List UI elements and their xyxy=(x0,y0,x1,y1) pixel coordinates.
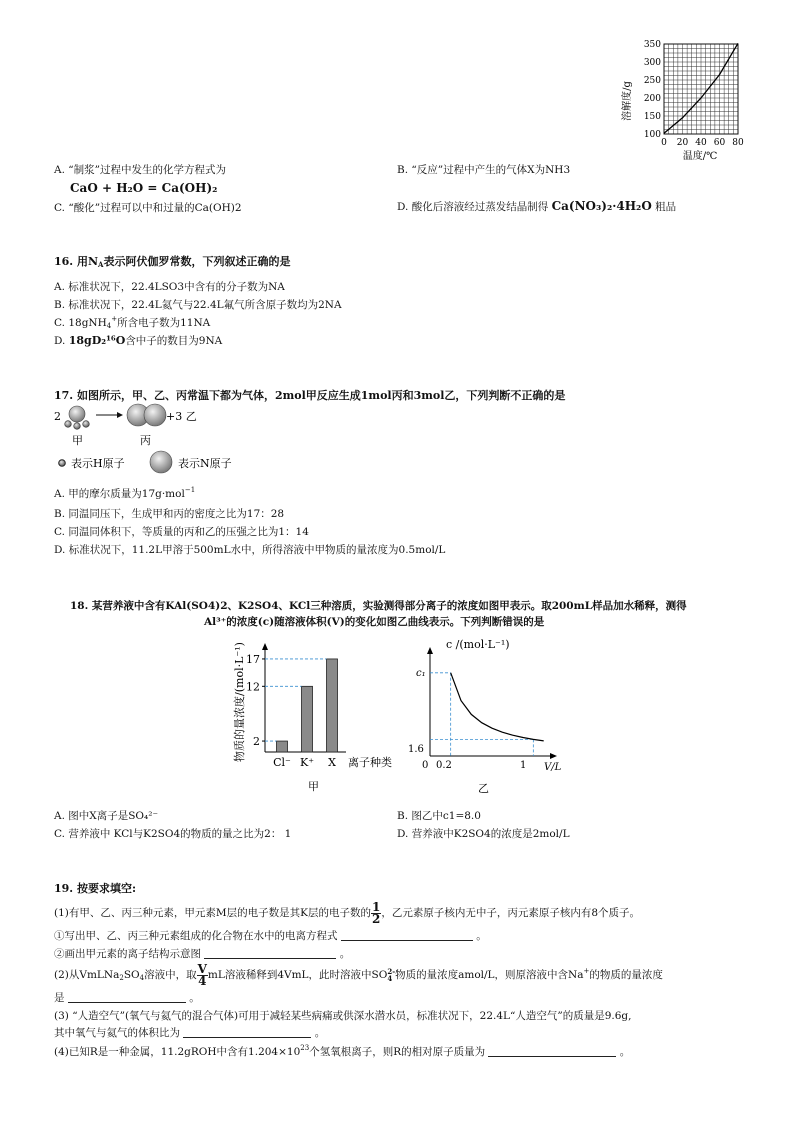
end-mark: 。 xyxy=(314,1027,326,1039)
sub: 2 xyxy=(119,974,124,982)
answer-blank[interactable] xyxy=(341,930,473,941)
fraction-v-over-4 xyxy=(197,964,208,987)
q15-option-a-text: A. “制浆”过程中发生的化学方程式为 xyxy=(54,164,226,176)
q16-d-label: D. xyxy=(54,335,66,347)
q18-option-a: A. 图中X离子是SO₄²⁻ xyxy=(54,810,158,822)
y-tick-label: 100 xyxy=(643,130,661,140)
q19-part1-ii xyxy=(54,946,350,961)
q19-p1-text: (1)有甲、乙、丙三种元素，甲元素M层的电子数是其K层的电子数的 xyxy=(54,907,371,919)
category-label: Cl⁻ xyxy=(273,756,291,769)
chart-yi-origin: 0 xyxy=(422,760,429,771)
q17-molecule-diagram xyxy=(54,402,314,478)
q17-coef-2: 2 xyxy=(54,410,61,423)
chart-yi-x-tick-02: 0.2 xyxy=(436,760,452,771)
end-mark: 。 xyxy=(619,1046,631,1058)
sub: 4 xyxy=(139,974,145,982)
q16-c-sub: 4 xyxy=(106,322,112,330)
solubility-xlabel: 温度/℃ xyxy=(682,151,718,162)
q19-part1 xyxy=(54,902,640,925)
chart-jia-plot xyxy=(246,643,346,769)
q19-p1-text2: ，乙元素原子核内无中子，丙元素原子核内有8个质子。 xyxy=(381,907,641,919)
category-label: K⁺ xyxy=(299,756,315,769)
y-tick-label: 17 xyxy=(246,652,260,666)
q19-p2-text: mL溶液稀释到4VmL，此时溶液中SO xyxy=(207,969,388,981)
q19-p4-text: (4)已知R是一种金属，11.2gROH中含有1.204×10 xyxy=(54,1046,301,1058)
end-mark: 。 xyxy=(339,948,351,960)
q19-p2-text: SO xyxy=(123,969,140,981)
q19-p2-text: 是 xyxy=(54,992,65,1004)
fraction-half xyxy=(371,902,381,925)
y-tick-label: 12 xyxy=(246,680,260,694)
q19-p4-text: 个氢氧根离子，则R的相对原子质量为 xyxy=(309,1046,486,1058)
sup: 23 xyxy=(300,1044,310,1052)
y-axis-arrow-icon xyxy=(262,643,268,650)
end-mark: 。 xyxy=(476,930,487,942)
q15-option-b: B. “反应”过程中产生的气体X为NH3 xyxy=(397,164,571,176)
q19-p2-text: (2)从VmLNa xyxy=(54,969,120,981)
q19-part1-i xyxy=(54,928,487,943)
frac-den: 4 xyxy=(198,974,207,988)
x-tick-label: 40 xyxy=(695,138,707,148)
chart-jia-xlabel: 离子种类 xyxy=(348,756,392,769)
q15-option-d-tail: 粗品 xyxy=(655,201,677,213)
solubility-grid xyxy=(644,40,744,148)
concentration-curve xyxy=(451,673,544,741)
q18-option-d: D. 营养液中K2SO4的浓度是2mol/L xyxy=(397,828,570,840)
q17-product: +3 乙 xyxy=(166,410,197,423)
answer-blank[interactable] xyxy=(204,948,336,959)
q15-option-a-equation: CaO + H₂O = Ca(OH)₂ xyxy=(70,181,218,195)
q17-option-b: B. 同温同压下，生成甲和丙的密度之比为17：28 xyxy=(54,508,285,520)
q17-option-d: D. 标准状况下，11.2L甲溶于500mL水中，所得溶液中甲物质的量浓度为0.5mol/L xyxy=(54,544,446,556)
chart-jia-caption: 甲 xyxy=(308,780,319,793)
chart-yi-c1-label: c₁ xyxy=(416,668,426,679)
y-tick-label: 150 xyxy=(643,112,661,122)
q19-p1-ii-text: ②画出甲元素的离子结构示意图 xyxy=(54,948,201,960)
chart-yi-caption: 乙 xyxy=(478,782,489,795)
q16-d-part2: 含中子的数目为9NA xyxy=(125,335,223,347)
legend-n-atom-icon xyxy=(150,451,172,473)
legend-n: 表示N原子 xyxy=(178,457,232,470)
q19-p2-text: 物质的量浓度amol/L，则原溶液中含Na xyxy=(395,969,584,981)
answer-blank[interactable] xyxy=(68,992,186,1003)
end-mark: 。 xyxy=(189,992,200,1004)
solubility-chart xyxy=(612,36,752,164)
q15-option-d-formula: Ca(NO₃)₂·4H₂O xyxy=(551,199,652,213)
q16-c-sup: + xyxy=(111,315,118,323)
chart-yi-xlabel: V/L xyxy=(544,762,562,773)
q18-stem-line2: Al³⁺的浓度(c)随溶液体积(V)的变化如图乙曲线表示。下列判断错误的是 xyxy=(204,616,545,628)
q17-a-sup: −1 xyxy=(184,486,196,494)
q17-option-c: C. 同温同体积下，等质量的丙和乙的压强之比为1：14 xyxy=(54,526,309,538)
q16-option-b: B. 标准状况下，22.4L氦气与22.4L氟气所含原子数均为2NA xyxy=(54,299,342,311)
q19-stem: 19. 按要求填空: xyxy=(54,882,137,895)
q17-stem: 17. 如图所示，甲、乙、丙常温下都为气体，2mol甲反应生成1mol丙和3mol乙，下列判断不正确的是 xyxy=(54,389,566,402)
x-axis-arrow-icon xyxy=(550,753,557,759)
q15-option-d-text: D. 酸化后溶液经过蒸发结晶制得 xyxy=(397,201,549,213)
molecule-jia xyxy=(65,406,90,429)
x-tick-label: 0 xyxy=(661,138,667,148)
q19-part3: (3) “人造空气”(氧气与氦气的混合气体)可用于减轻某些病痛或供深水潜水员，标准状况下，22.4L“人造空气”的质量是9.6g, xyxy=(54,1010,632,1022)
q16-option-d xyxy=(54,333,222,348)
answer-blank[interactable] xyxy=(488,1046,616,1057)
q15-option-d xyxy=(397,199,676,214)
arrow-icon xyxy=(96,412,123,418)
legend-h-atom-icon xyxy=(59,460,66,467)
q19-part3-line2 xyxy=(54,1025,325,1040)
y-tick-label: 350 xyxy=(643,40,661,50)
q16-c-part2: 所含电子数为11NA xyxy=(117,317,211,329)
frac-num: V xyxy=(197,962,207,976)
q16-stem-part: 16. 用N xyxy=(54,255,99,268)
legend-h: 表示H原子 xyxy=(71,457,125,470)
bar-Cl⁻ xyxy=(277,741,288,752)
solubility-ylabel: 溶解度/g xyxy=(622,81,633,121)
chart-yi-ylabel: c /(mol·L⁻¹) xyxy=(446,638,510,651)
q16-option-a: A. 标准状况下，22.4LSO3中含有的分子数为NA xyxy=(54,281,285,293)
frac-num: 1 xyxy=(371,900,381,914)
chart-yi xyxy=(406,634,576,800)
chart-yi-y-tick-1-6: 1.6 xyxy=(408,744,424,755)
q16-option-c xyxy=(54,315,210,330)
chart-jia xyxy=(228,640,406,800)
x-tick-label: 80 xyxy=(732,138,744,148)
q19-p3-text: 其中氧气与氦气的体积比为 xyxy=(54,1027,180,1039)
answer-blank[interactable] xyxy=(183,1027,311,1038)
bar-K⁺ xyxy=(302,686,313,752)
q16-stem-part2: 表示阿伏伽罗常数，下列叙述正确的是 xyxy=(103,255,291,268)
x-tick-label: 60 xyxy=(713,138,726,148)
q19-part2-line2 xyxy=(54,990,200,1005)
q15-option-a xyxy=(54,162,226,177)
category-label: X xyxy=(328,756,336,769)
q19-part4 xyxy=(54,1044,630,1059)
y-tick-label: 2 xyxy=(253,735,260,749)
sulfate-charge: 2- 4 xyxy=(387,967,396,983)
y-tick-label: 200 xyxy=(643,94,661,104)
frac-den: 2 xyxy=(371,912,381,926)
q16-stem-sub: A xyxy=(98,260,104,269)
y-axis-arrow-icon xyxy=(427,647,433,654)
label-jia: 甲 xyxy=(72,434,83,447)
y-tick-label: 300 xyxy=(643,58,661,68)
q18-stem-line1: 18. 某营养液中含有KAl(SO4)2、K2SO4、KCl三种溶质，实验测得部分离子的浓度如图甲表示。取200mL样品加水稀释，测得 xyxy=(70,600,687,612)
q16-d-formula: 18gD₂¹⁶O xyxy=(68,334,126,347)
q17-a-text: A. 甲的摩尔质量为17g·mol xyxy=(54,488,185,500)
q17-option-a xyxy=(54,486,195,501)
q16-stem xyxy=(54,253,290,269)
q18-option-b: B. 图乙中c1=8.0 xyxy=(397,810,481,822)
chart-jia-ylabel: 物质的量浓度/(mol·L⁻¹) xyxy=(233,642,246,762)
q19-p2-text: 溶液中，取 xyxy=(144,969,197,981)
x-tick-label: 20 xyxy=(676,138,689,148)
q19-part2 xyxy=(54,964,663,987)
y-tick-label: 250 xyxy=(643,76,661,86)
chart-yi-plot xyxy=(427,647,557,759)
q18-option-c: C. 营养液中 KCl与K2SO4的物质的量之比为2： 1 xyxy=(54,828,292,840)
q16-c-part: C. 18gNH xyxy=(54,317,107,329)
chart-yi-x-tick-1: 1 xyxy=(520,760,527,771)
q15-option-c: C. “酸化”过程可以中和过量的Ca(OH)2 xyxy=(54,202,242,214)
bar-X xyxy=(327,659,338,752)
molecule-bing xyxy=(127,404,166,426)
label-bing: 丙 xyxy=(140,434,151,447)
q19-p2-text: 的物质的量浓度 xyxy=(589,969,663,981)
na-plus-sup: + xyxy=(583,967,590,975)
q19-p1-i-text: ①写出甲、乙、丙三种元素组成的化合物在水中的电离方程式 xyxy=(54,930,338,942)
